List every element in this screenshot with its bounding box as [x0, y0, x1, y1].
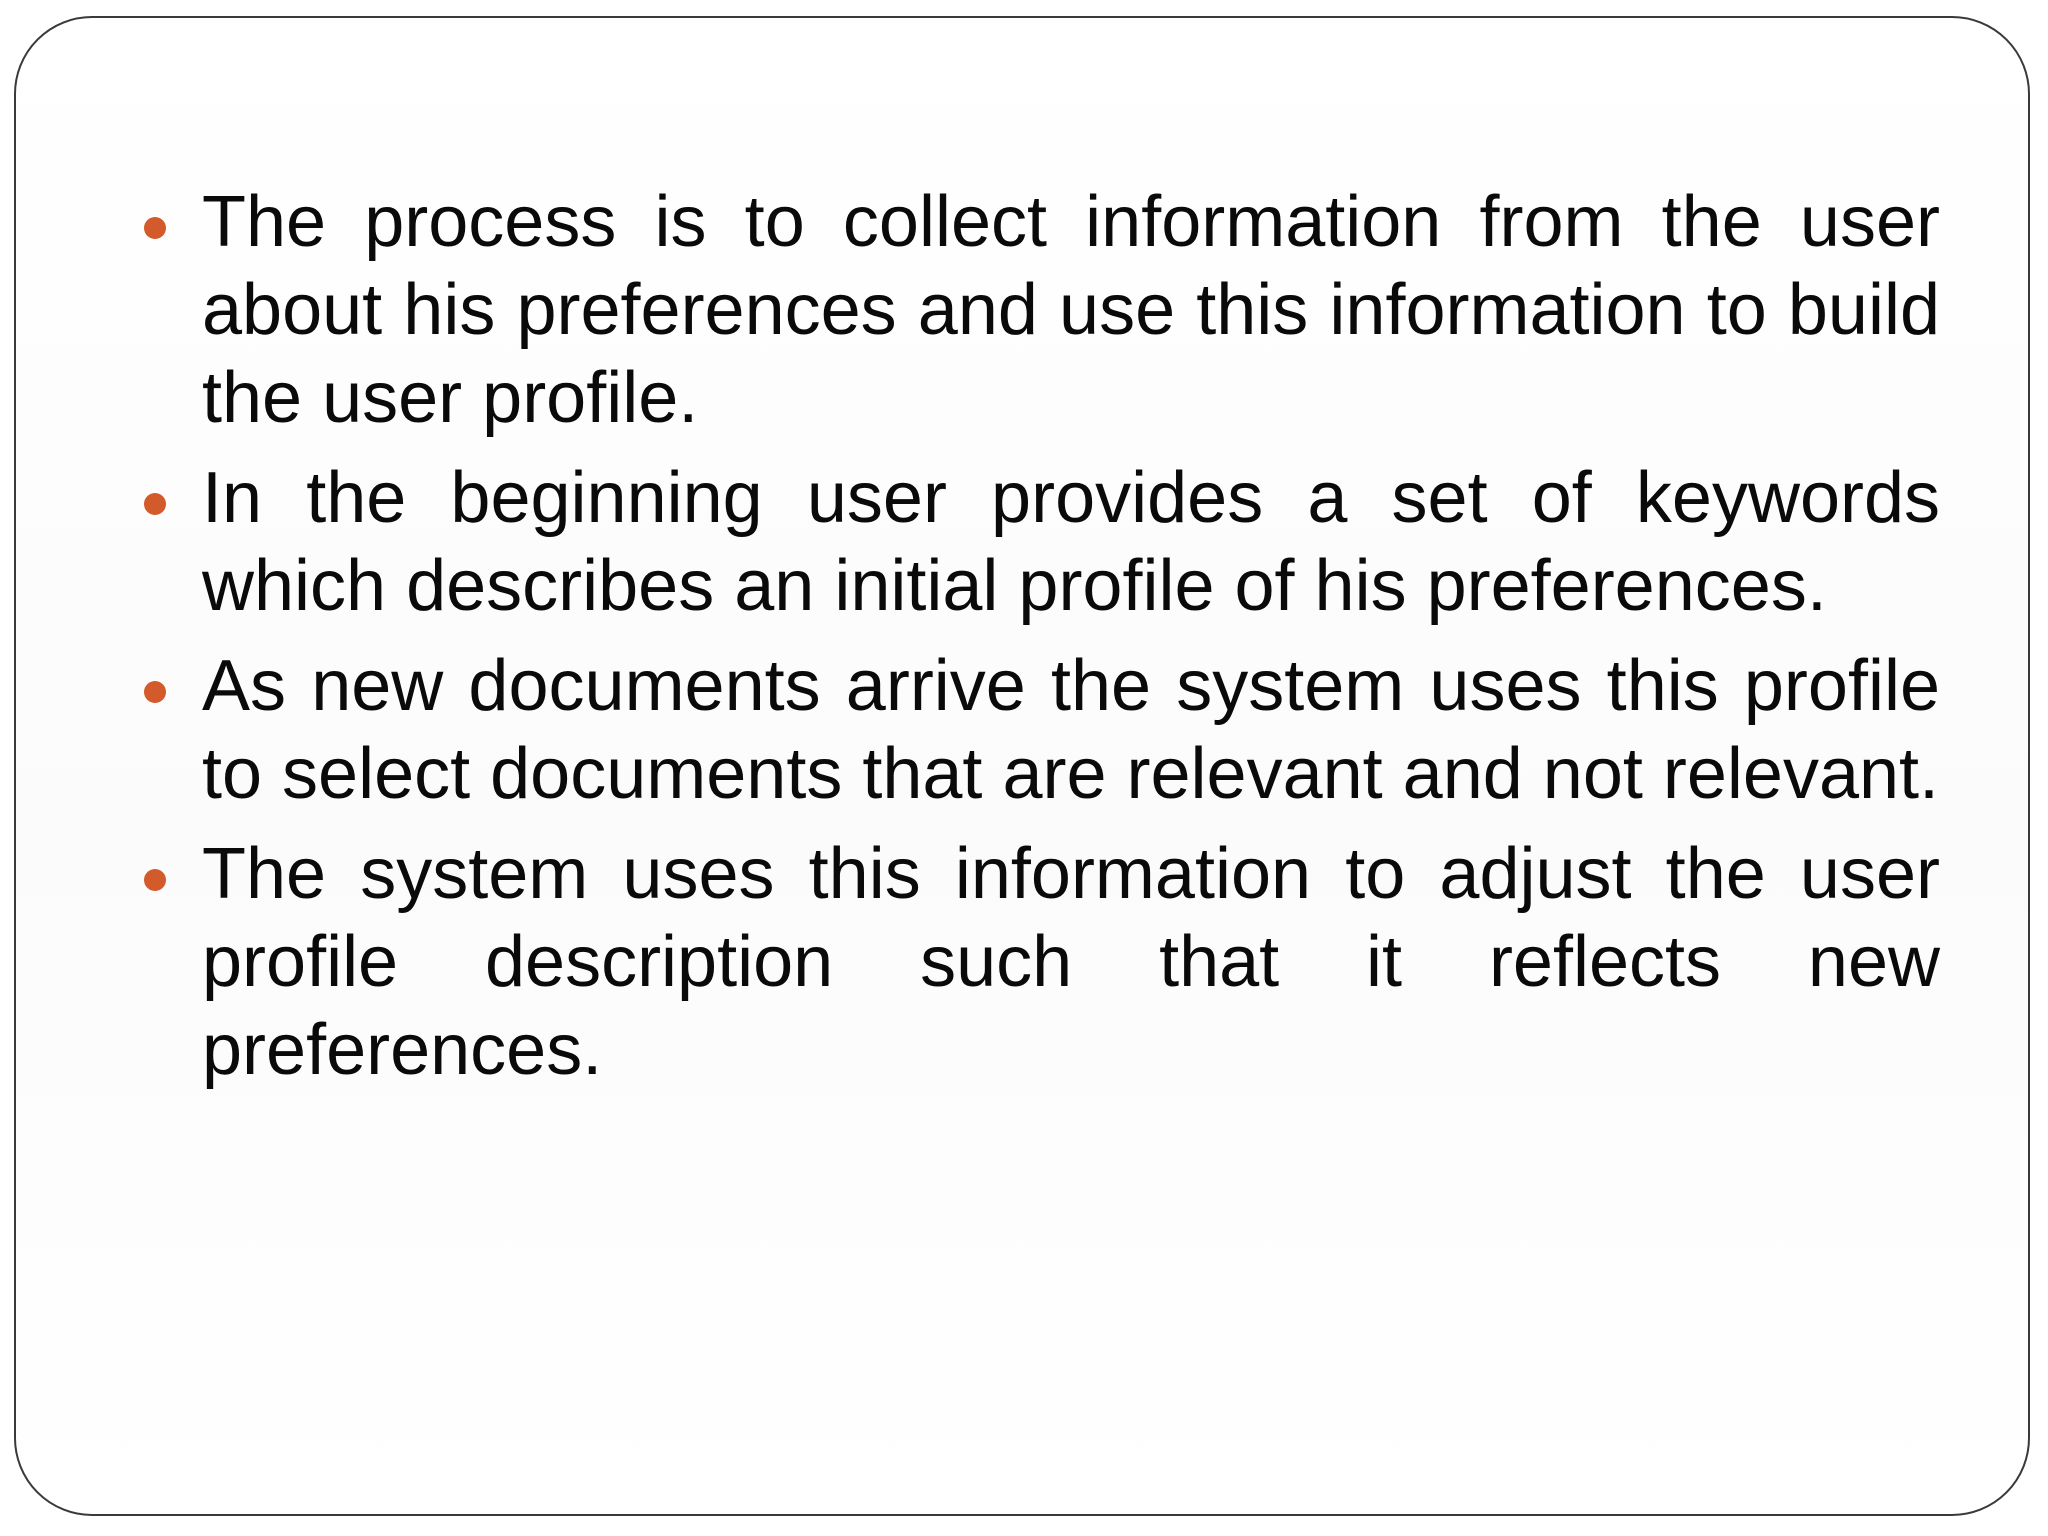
bullet-text: The system uses this information to adjust the user profile description such that it reflects new preferences. [202, 834, 1940, 1090]
bullet-item [140, 642, 1940, 818]
bullet-item [140, 830, 1940, 1094]
bullet-item [140, 454, 1940, 630]
bullet-dot-icon [144, 681, 166, 703]
bullet-list [140, 178, 1940, 1106]
bullet-dot-icon [144, 869, 166, 891]
bullet-text: As new documents arrive the system uses this profile to select documents that are relevant and not relevant. [202, 646, 1940, 814]
bullet-item [140, 178, 1940, 442]
bullet-dot-icon [144, 493, 166, 515]
bullet-text: In the beginning user provides a set of keywords which describes an initial profile of his preferences. [202, 458, 1940, 626]
slide-frame [14, 16, 2030, 1516]
bullet-dot-icon [144, 217, 166, 239]
bullet-text: The process is to collect information from the user about his preferences and use this information to build the user profile. [202, 182, 1940, 438]
